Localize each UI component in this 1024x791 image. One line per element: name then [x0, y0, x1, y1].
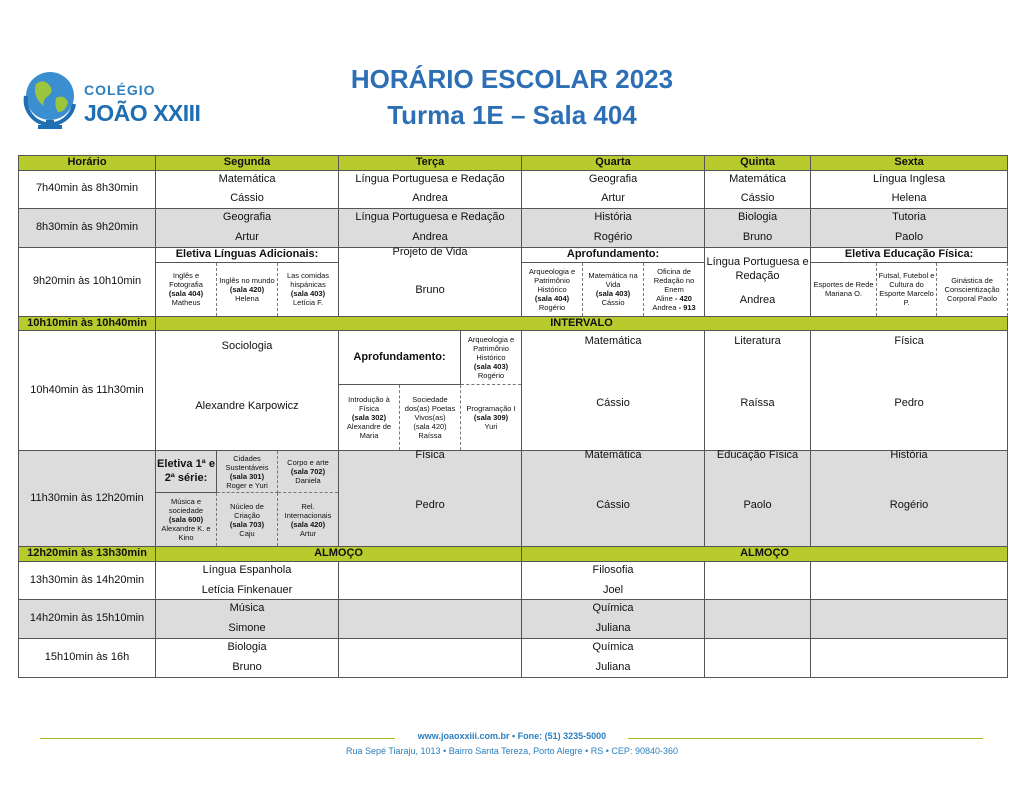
time-cell: 12h20min às 13h30min — [19, 547, 156, 562]
elective-title: Aprofundamento: — [339, 331, 461, 385]
subject: Língua Portuguesa e Redação — [355, 211, 505, 223]
col-header-time: Horário — [19, 156, 156, 171]
option-teacher: Matheus — [171, 298, 201, 307]
option-name: Programação I — [466, 404, 516, 414]
option-teacher: Rogério — [538, 302, 566, 312]
table-row — [19, 170, 1008, 208]
elective-option — [461, 385, 522, 451]
elective-title: Aprofundamento: — [522, 247, 705, 262]
elective-option — [278, 493, 339, 547]
elective-option: Futsal, Futebol e Cultura do Esporte Marcelo P. — [877, 262, 937, 316]
class-cell — [339, 208, 522, 247]
time-cell: 11h30min às 12h20min — [19, 451, 156, 547]
option-teacher: Roger e Yuri — [226, 480, 268, 490]
option-room: (sala 301) — [229, 471, 265, 481]
subject: Literatura — [734, 335, 781, 347]
class-cell — [811, 331, 1008, 451]
empty-cell — [339, 639, 522, 678]
option-name: Núcleo de Criação — [230, 501, 264, 520]
page-title: HORÁRIO ESCOLAR 2023 — [350, 64, 674, 94]
class-cell — [339, 170, 522, 208]
elective-option — [217, 451, 278, 493]
teacher: Raíssa — [740, 396, 775, 409]
time-cell: 8h30min às 9h20min — [19, 208, 156, 247]
time-cell: 10h40min às 11h30min — [19, 331, 156, 451]
subject: Música — [229, 602, 265, 615]
empty-cell — [811, 562, 1008, 600]
subject: Matemática — [584, 449, 642, 461]
option-name: Las comidas hispánicas — [286, 271, 330, 289]
empty-cell — [811, 639, 1008, 678]
class-cell — [156, 600, 339, 639]
subject: História — [890, 449, 928, 461]
class-cell — [705, 451, 811, 547]
option-room: (sala 600) — [168, 515, 204, 525]
schedule-table — [18, 155, 1008, 678]
option-name: Música e sociedade — [168, 497, 204, 516]
class-cell — [811, 208, 1008, 247]
teacher: Simone — [228, 622, 266, 634]
option-name: Inglês no mundo — [219, 275, 275, 285]
teacher: Joel — [602, 583, 624, 596]
table-row — [19, 600, 1008, 639]
teacher: Cássio — [230, 192, 264, 205]
teacher: Juliana — [595, 661, 631, 673]
option-teacher: Helena — [235, 293, 259, 303]
option-room: (sala 404) — [534, 293, 570, 303]
col-header-thursday: Quinta — [705, 156, 811, 171]
subject: Educação Física — [716, 449, 799, 461]
elective-option — [583, 262, 644, 316]
option-name: Sociedade dos(as) Poetas Vivos(as) — [404, 395, 456, 423]
option-room: (sala 403) — [290, 289, 326, 298]
break-label: ALMOÇO — [522, 547, 1008, 562]
table-row — [19, 639, 1008, 678]
elective-option: Ginástica de Conscientização Corporal Paolo — [937, 262, 1008, 316]
subject: Língua Portuguesa e Redação — [706, 256, 809, 282]
table-row — [19, 247, 1008, 262]
subject: Biologia — [227, 641, 267, 654]
elective-title: Eletiva Educação Física: — [811, 247, 1008, 262]
teacher: Andrea — [739, 293, 776, 306]
col-header-friday: Sexta — [811, 156, 1008, 171]
break-label: INTERVALO — [156, 316, 1008, 331]
option-teacher: Raíssa — [418, 431, 442, 441]
teacher: Artur — [235, 230, 259, 243]
table-row — [19, 331, 1008, 385]
elective-title: Eletiva 1ª e 2ª série: — [156, 451, 217, 493]
table-row — [19, 562, 1008, 600]
teacher: Rogério — [889, 498, 929, 511]
option-teacher: Yuri — [484, 422, 498, 432]
teacher: Cássio — [596, 498, 630, 511]
option-teacher: Alexandre de Maria — [346, 422, 392, 441]
option-name: Rel. Internacionais — [284, 501, 332, 520]
option-teacher: Cássio — [601, 298, 625, 307]
empty-cell — [705, 562, 811, 600]
option-room: (sala 420) — [229, 284, 265, 294]
option-name: Cidades Sustentáveis — [225, 453, 269, 472]
teacher: Juliana — [595, 622, 631, 634]
elective-option — [644, 262, 705, 316]
subject: Matemática — [584, 335, 642, 347]
time-cell: 10h10min às 10h40min — [19, 316, 156, 331]
time-cell: 15h10min às 16h — [19, 639, 156, 678]
subject: Química — [592, 641, 634, 654]
empty-cell — [705, 600, 811, 639]
logo-text-bottom: JOÃO XXIII — [84, 100, 201, 126]
teacher: Letícia Finkenauer — [201, 583, 293, 596]
elective-option — [156, 262, 217, 316]
option-teacher: Aline — [656, 293, 673, 303]
option-name: Corpo e arte — [287, 458, 329, 468]
header-row — [19, 156, 1008, 171]
empty-cell — [339, 562, 522, 600]
class-cell — [811, 451, 1008, 547]
class-cell — [522, 562, 705, 600]
break-row — [19, 316, 1008, 331]
option-teacher: Caju — [239, 528, 255, 538]
break-label: ALMOÇO — [156, 547, 522, 562]
teacher: Helena — [891, 192, 927, 205]
footer-contact: www.joaoxxiii.com.br • Fone: (51) 3235-5000 — [417, 731, 607, 741]
subject: Sociologia — [221, 340, 273, 352]
option-room: (sala 302) — [351, 413, 387, 423]
page-subtitle: Turma 1E – Sala 404 — [387, 100, 637, 130]
class-cell — [705, 170, 811, 208]
empty-cell — [811, 600, 1008, 639]
class-cell — [522, 451, 705, 547]
subject: Filosofia — [592, 563, 634, 576]
option-teacher: Artur — [299, 528, 317, 538]
elective-option — [217, 262, 278, 316]
empty-cell — [705, 639, 811, 678]
class-cell — [522, 170, 705, 208]
time-cell: 7h40min às 8h30min — [19, 170, 156, 208]
teacher: Rogério — [593, 230, 633, 243]
class-cell — [522, 208, 705, 247]
subject: Matemática — [218, 172, 276, 185]
school-logo — [22, 68, 222, 132]
class-cell — [811, 170, 1008, 208]
teacher: Paolo — [743, 498, 772, 511]
option-room: (sala 702) — [290, 467, 326, 477]
option-name: Oficina de Redação no Enem — [653, 266, 695, 294]
class-cell — [339, 247, 522, 316]
teacher: Pedro — [415, 498, 445, 511]
class-cell — [522, 600, 705, 639]
option-name: Introdução à Física — [348, 395, 390, 414]
col-header-wednesday: Quarta — [522, 156, 705, 171]
option-name: Matemática na Vida — [588, 271, 638, 289]
elective-option — [339, 385, 400, 451]
elective-title: Eletiva Línguas Adicionais: — [156, 247, 339, 262]
class-cell — [156, 562, 339, 600]
logo-text-top: COLÉGIO — [84, 82, 156, 98]
subject: Projeto de Vida — [392, 245, 468, 258]
class-cell — [705, 208, 811, 247]
elective-option: Esportes de Rede Mariana O. — [811, 262, 877, 316]
col-header-tuesday: Terça — [339, 156, 522, 171]
subject: Física — [415, 449, 445, 461]
option-room: (sala 703) — [229, 519, 265, 529]
elective-option — [156, 493, 217, 547]
teacher: Bruno — [742, 230, 773, 243]
subject: Física — [894, 335, 924, 347]
option-teacher: Rogério — [477, 371, 505, 381]
subject: Tutoria — [892, 211, 926, 223]
option-room: - 913 — [678, 302, 696, 312]
elective-option — [400, 385, 461, 451]
time-cell: 9h20min às 10h10min — [19, 247, 156, 316]
class-cell — [339, 451, 522, 547]
teacher: Artur — [601, 192, 625, 205]
globe-icon — [22, 68, 80, 130]
footer-address: Rua Sepé Tiaraju, 1013 • Bairro Santa Tereza, Porto Alegre • RS • CEP: 90840-360 — [346, 746, 678, 756]
teacher: Andrea — [412, 230, 448, 243]
class-cell — [156, 170, 339, 208]
option-teacher: Letícia F. — [293, 298, 324, 307]
table-row — [19, 451, 1008, 493]
option-teacher: Daniela — [295, 476, 321, 486]
option-name: Arqueologia e Patrimônio Histórico — [467, 335, 515, 363]
elective-option — [522, 262, 583, 316]
teacher: Paolo — [894, 230, 924, 243]
option-name: Inglês e Fotografia — [169, 271, 203, 289]
option-room: (sala 420) — [290, 519, 326, 529]
option-name: Arqueologia e Patrimônio Histórico — [528, 266, 576, 294]
option-room: - 420 — [674, 293, 692, 303]
subject: Língua Portuguesa e Redação — [355, 172, 505, 185]
break-row — [19, 547, 1008, 562]
class-cell — [156, 639, 339, 678]
elective-option — [278, 451, 339, 493]
teacher: Andrea — [412, 192, 448, 205]
subject: Língua Inglesa — [872, 172, 946, 185]
subject: Química — [592, 602, 634, 615]
teacher: Bruno — [232, 661, 262, 673]
class-cell — [705, 247, 811, 316]
option-teacher: Andrea — [652, 302, 677, 312]
teacher: Alexandre Karpowicz — [195, 399, 299, 412]
subject: Geografia — [222, 211, 272, 223]
teacher: Bruno — [415, 283, 445, 296]
subject: Matemática — [729, 172, 786, 185]
option-room: (sala 403) — [595, 289, 631, 298]
time-cell: 14h20min às 15h10min — [19, 600, 156, 639]
option-room: (sala 404) — [168, 289, 204, 298]
class-cell — [522, 639, 705, 678]
col-header-monday: Segunda — [156, 156, 339, 171]
option-teacher: Alexandre K. e Kino — [161, 524, 211, 543]
class-cell — [156, 331, 339, 451]
class-cell — [705, 331, 811, 451]
time-cell: 13h30min às 14h20min — [19, 562, 156, 600]
class-cell — [156, 208, 339, 247]
option-room: (sala 420) — [413, 422, 447, 432]
subject: Geografia — [588, 172, 638, 185]
teacher: Cássio — [596, 396, 630, 409]
empty-cell — [339, 600, 522, 639]
teacher: Pedro — [894, 396, 924, 409]
elective-option — [278, 262, 339, 316]
table-row — [19, 208, 1008, 247]
subject: Biologia — [737, 211, 778, 223]
teacher: Cássio — [740, 192, 775, 205]
subject: Língua Espanhola — [202, 563, 292, 576]
subject: História — [594, 211, 632, 223]
elective-option — [217, 493, 278, 547]
option-room: (sala 309) — [473, 413, 509, 423]
option-room: (sala 403) — [473, 362, 509, 372]
class-cell — [522, 331, 705, 451]
elective-option — [461, 331, 522, 385]
